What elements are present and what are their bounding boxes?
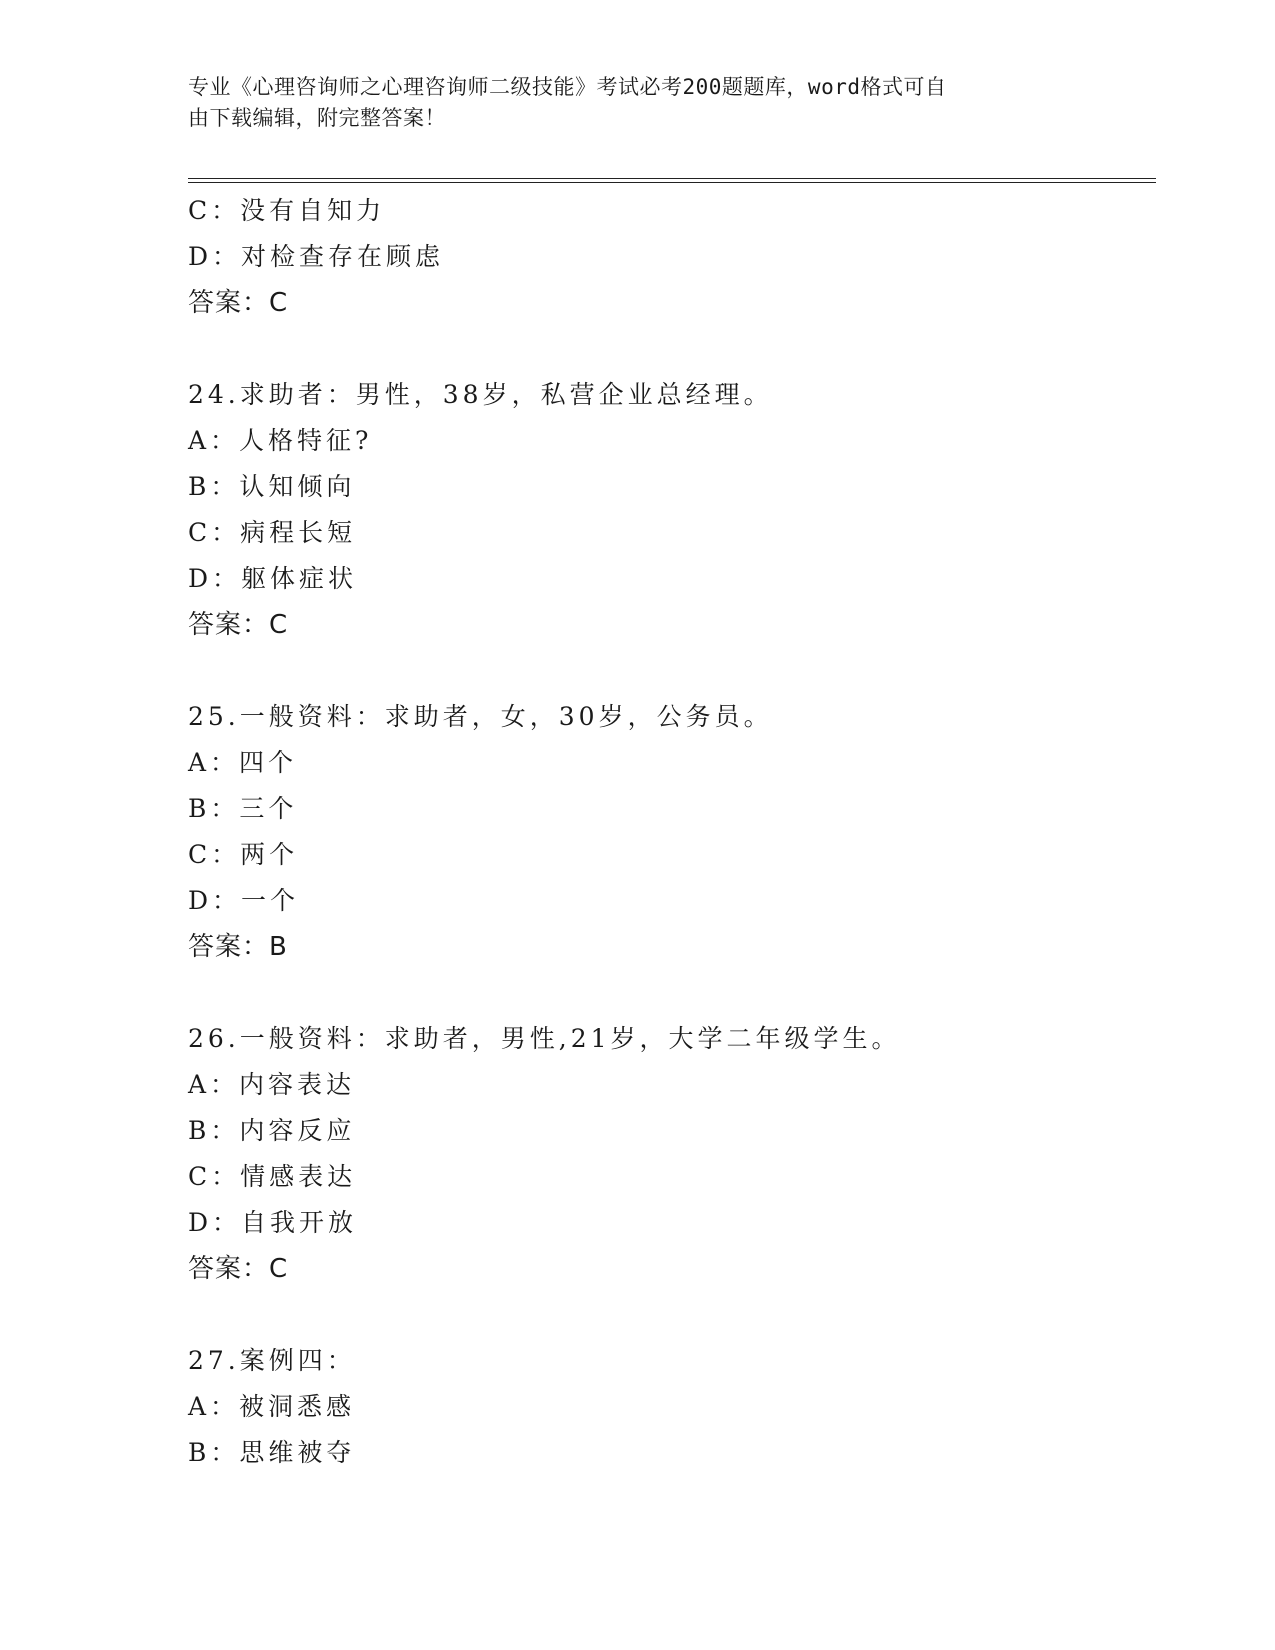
option-c: C：没有自知力 [188,196,386,225]
question-block-24 [188,372,1148,648]
option-d: D：自我开放 [188,1208,358,1237]
option-d: D：躯体症状 [188,564,358,593]
option-a: A：人格特征? [188,426,373,455]
option-c: C：病程长短 [188,518,357,547]
answer-line: 答案：C [188,1254,289,1284]
option-c: C：情感表达 [188,1162,357,1191]
answer-line: 答案：B [188,932,288,962]
block-spacer [188,970,1148,1016]
option-a: A：四个 [188,748,298,777]
option-b: B：内容反应 [188,1116,356,1145]
document-header [188,72,1068,134]
option-d: D：对检查存在顾虑 [188,242,445,271]
option-b: B：思维被夺 [188,1438,356,1467]
option-a: A：被洞悉感 [188,1392,356,1421]
question-block-25 [188,694,1148,970]
question-list [188,188,1148,1476]
question-text: 26.一般资料：求助者，男性,21岁，大学二年级学生。 [188,1024,901,1053]
option-b: B：三个 [188,794,298,823]
block-spacer [188,648,1148,694]
header-line-1: 专业《心理咨询师之心理咨询师二级技能》考试必考200题题库，word格式可自 [188,75,947,99]
question-text: 25.一般资料：求助者，女，30岁，公务员。 [188,702,773,731]
block-spacer [188,1292,1148,1338]
question-text: 24.求助者：男性，38岁，私营企业总经理。 [188,380,773,409]
question-block-23 [188,188,1148,326]
header-line-2: 由下载编辑，附完整答案！ [188,106,446,130]
answer-line: 答案：C [188,288,289,318]
question-block-27 [188,1338,1148,1476]
answer-line: 答案：C [188,610,289,640]
option-d: D：一个 [188,886,300,915]
block-spacer [188,326,1148,372]
question-block-26 [188,1016,1148,1292]
question-text: 27.案例四： [188,1346,356,1375]
option-c: C：两个 [188,840,299,869]
option-a: A：内容表达 [188,1070,356,1099]
header-divider [188,178,1156,183]
option-b: B：认知倾向 [188,472,356,501]
